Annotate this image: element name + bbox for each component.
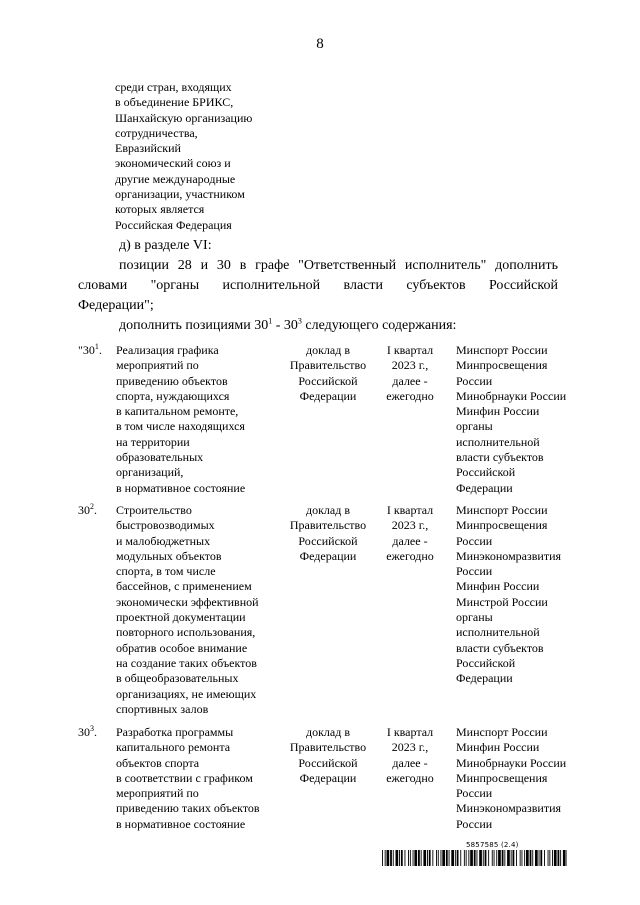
continuation-cell [115, 80, 355, 233]
text-line: спортивных залов [116, 701, 209, 716]
text-line: Минэкономразвития [456, 548, 562, 563]
text-line: Реализация графика [116, 343, 219, 357]
text-line: экономически эффективной [116, 594, 259, 609]
text-line: доклад в [305, 343, 351, 357]
text-line: далее - [392, 533, 428, 548]
text-line: власти субъектов [456, 640, 544, 655]
word: 30 [216, 258, 231, 273]
word: и [200, 258, 209, 273]
text-line: мероприятий по [116, 358, 199, 373]
deadline [375, 503, 445, 564]
text-line: России [456, 533, 493, 548]
text-line: Российская Федерация [115, 217, 232, 232]
text-line: России [456, 564, 493, 579]
word: исполнительной [222, 278, 321, 293]
deadline [375, 343, 445, 404]
text-line: Минобрнауки России [456, 388, 567, 403]
text-line: власти субъектов [456, 450, 544, 465]
word: "органы [150, 278, 200, 293]
superscript: 1 [94, 342, 99, 351]
text-line: организаций, [116, 465, 184, 480]
text-line: Российской [456, 465, 516, 480]
text-line: исполнительной [456, 434, 540, 449]
responsible-executor [456, 503, 561, 687]
text-line: спорта, нуждающихся [116, 388, 230, 403]
text-line: 2023 г., [391, 518, 429, 533]
text-line: которых является [115, 202, 205, 217]
text-line: бассейнов, с применением [116, 579, 252, 594]
paragraph-federation: Федерации"; [78, 298, 154, 313]
position-number [78, 343, 102, 358]
position-number [78, 725, 97, 740]
text-line: Минфин России [456, 579, 540, 594]
text-line: быстровозводимых [116, 518, 215, 533]
text-line: в капитальном ремонте, [116, 404, 239, 419]
word: "Ответственный [298, 258, 397, 273]
text-line: в объединение БРИКС, [115, 95, 234, 110]
text-line: образовательных [116, 450, 204, 465]
text-line: Правительство [289, 518, 367, 533]
text-line: объектов спорта [116, 755, 200, 770]
text-line: Минобрнауки России [456, 755, 567, 770]
number-text: 30 [78, 503, 90, 517]
text-line: на создание таких объектов [116, 655, 257, 670]
number-dot: . [94, 503, 97, 517]
word: позиции [119, 258, 169, 273]
text-line: органы [456, 419, 493, 434]
text-line: далее - [392, 373, 428, 388]
text-line: I квартал [386, 725, 434, 739]
text-line: ежегодно [386, 548, 434, 563]
text-line: Федерации [299, 548, 357, 563]
text-line: Разработка программы [116, 725, 234, 739]
text-line: Минпросвещения [456, 518, 548, 533]
number-text: 30 [78, 725, 90, 739]
text-fragment: - 30 [272, 318, 298, 333]
text-line: ежегодно [386, 388, 434, 403]
text-line: Минфин России [456, 740, 540, 755]
text-line: исполнительной [456, 625, 540, 640]
superscript: 3 [90, 724, 94, 733]
text-line: в соответствии с графиком [116, 770, 253, 785]
text-line: Федерации [456, 671, 513, 686]
paragraph-words [78, 278, 558, 294]
text-line: Российской [456, 655, 516, 670]
text-line: Евразийский [115, 141, 181, 156]
text-line: Российской [298, 755, 358, 770]
text-line: и малобюджетных [116, 533, 211, 548]
responsible-executor [456, 343, 566, 496]
text-line: приведению таких объектов [116, 801, 260, 816]
text-line: в нормативное состояние [116, 816, 246, 831]
measure-name [116, 343, 245, 496]
word: словами [78, 278, 128, 293]
word: 28 [177, 258, 192, 273]
word: власти [343, 278, 383, 293]
word: Российской [488, 278, 558, 293]
text-line: 2023 г., [391, 740, 429, 755]
text-line: Минспорт России [456, 343, 548, 357]
text-line: Минэкономразвития [456, 801, 562, 816]
text-line: организации, участником [115, 187, 245, 202]
text-line: Строительство [116, 503, 192, 517]
text-line: сотрудничества, [115, 125, 198, 140]
text-line: организациях, не имеющих [116, 686, 257, 701]
superscript: 1 [268, 316, 273, 326]
word: исполнитель" [404, 258, 487, 273]
barcode-icon [382, 850, 567, 866]
text-line: повторного использования, [116, 625, 256, 640]
text-line: другие международные [115, 171, 236, 186]
measure-name [116, 725, 260, 832]
text-line: проектной документации [116, 610, 246, 625]
text-line: экономический союз и [115, 156, 231, 171]
text-fragment: дополнить позициями 30 [119, 318, 269, 333]
paragraph-section: д) в разделе VI: [119, 238, 212, 253]
position-number [78, 503, 97, 518]
text-line: Российской [298, 533, 358, 548]
superscript: 3 [297, 316, 302, 326]
barcode-label: 5857585 (2.4) [466, 841, 519, 849]
text-line: на территории [116, 434, 190, 449]
text-line: мероприятий по [116, 786, 199, 801]
text-line: Шанхайскую организацию [115, 110, 253, 125]
text-line: I квартал [386, 343, 434, 357]
text-line: России [456, 786, 493, 801]
paragraph-positions [119, 258, 558, 274]
text-line: России [456, 373, 493, 388]
word: в [239, 258, 247, 273]
number-dot: . [98, 343, 102, 357]
text-line: Правительство [289, 740, 367, 755]
text-line: в общеобразовательных [116, 671, 239, 686]
text-line: доклад в [305, 725, 351, 739]
text-line: России [456, 816, 493, 831]
text-line: Федерации [456, 480, 513, 495]
superscript: 2 [90, 502, 94, 511]
paragraph-add-positions [119, 318, 456, 334]
text-line: обратив особое внимание [116, 640, 248, 655]
number-dot: . [94, 725, 97, 739]
page-number: 8 [316, 36, 324, 52]
text-line: приведению объектов [116, 373, 228, 388]
completion-form [278, 725, 378, 786]
number-text: "30 [78, 343, 95, 357]
deadline [375, 725, 445, 786]
text-line: спорта, в том числе [116, 564, 216, 579]
text-line: Минспорт России [456, 725, 548, 739]
text-line: I квартал [386, 503, 434, 517]
text-fragment: следующего содержания: [301, 318, 457, 333]
text-line: Минпросвещения [456, 770, 548, 785]
text-line: капитального ремонта [116, 740, 231, 755]
measure-name [116, 503, 259, 717]
word: субъектов [406, 278, 466, 293]
text-line: Минспорт России [456, 503, 548, 517]
text-line: Правительство [289, 358, 367, 373]
completion-form [278, 503, 378, 564]
text-line: доклад в [305, 503, 351, 517]
word: дополнить [495, 258, 558, 273]
text-line: органы [456, 610, 493, 625]
text-line: Федерации [299, 388, 357, 403]
text-line: в том числе находящихся [116, 419, 245, 434]
word: графе [255, 258, 290, 273]
text-line: среди стран, входящих [115, 80, 232, 94]
text-line: модульных объектов [116, 548, 222, 563]
text-line: Минфин России [456, 404, 540, 419]
text-line: далее - [392, 755, 428, 770]
text-line: 2023 г., [391, 358, 429, 373]
text-line: в нормативное состояние [116, 480, 246, 495]
text-line: ежегодно [386, 770, 434, 785]
responsible-executor [456, 725, 566, 832]
text-line: Минпросвещения [456, 358, 548, 373]
text-line: Минстрой России [456, 594, 548, 609]
text-line: Российской [298, 373, 358, 388]
completion-form [278, 343, 378, 404]
text-line: Федерации [299, 770, 357, 785]
